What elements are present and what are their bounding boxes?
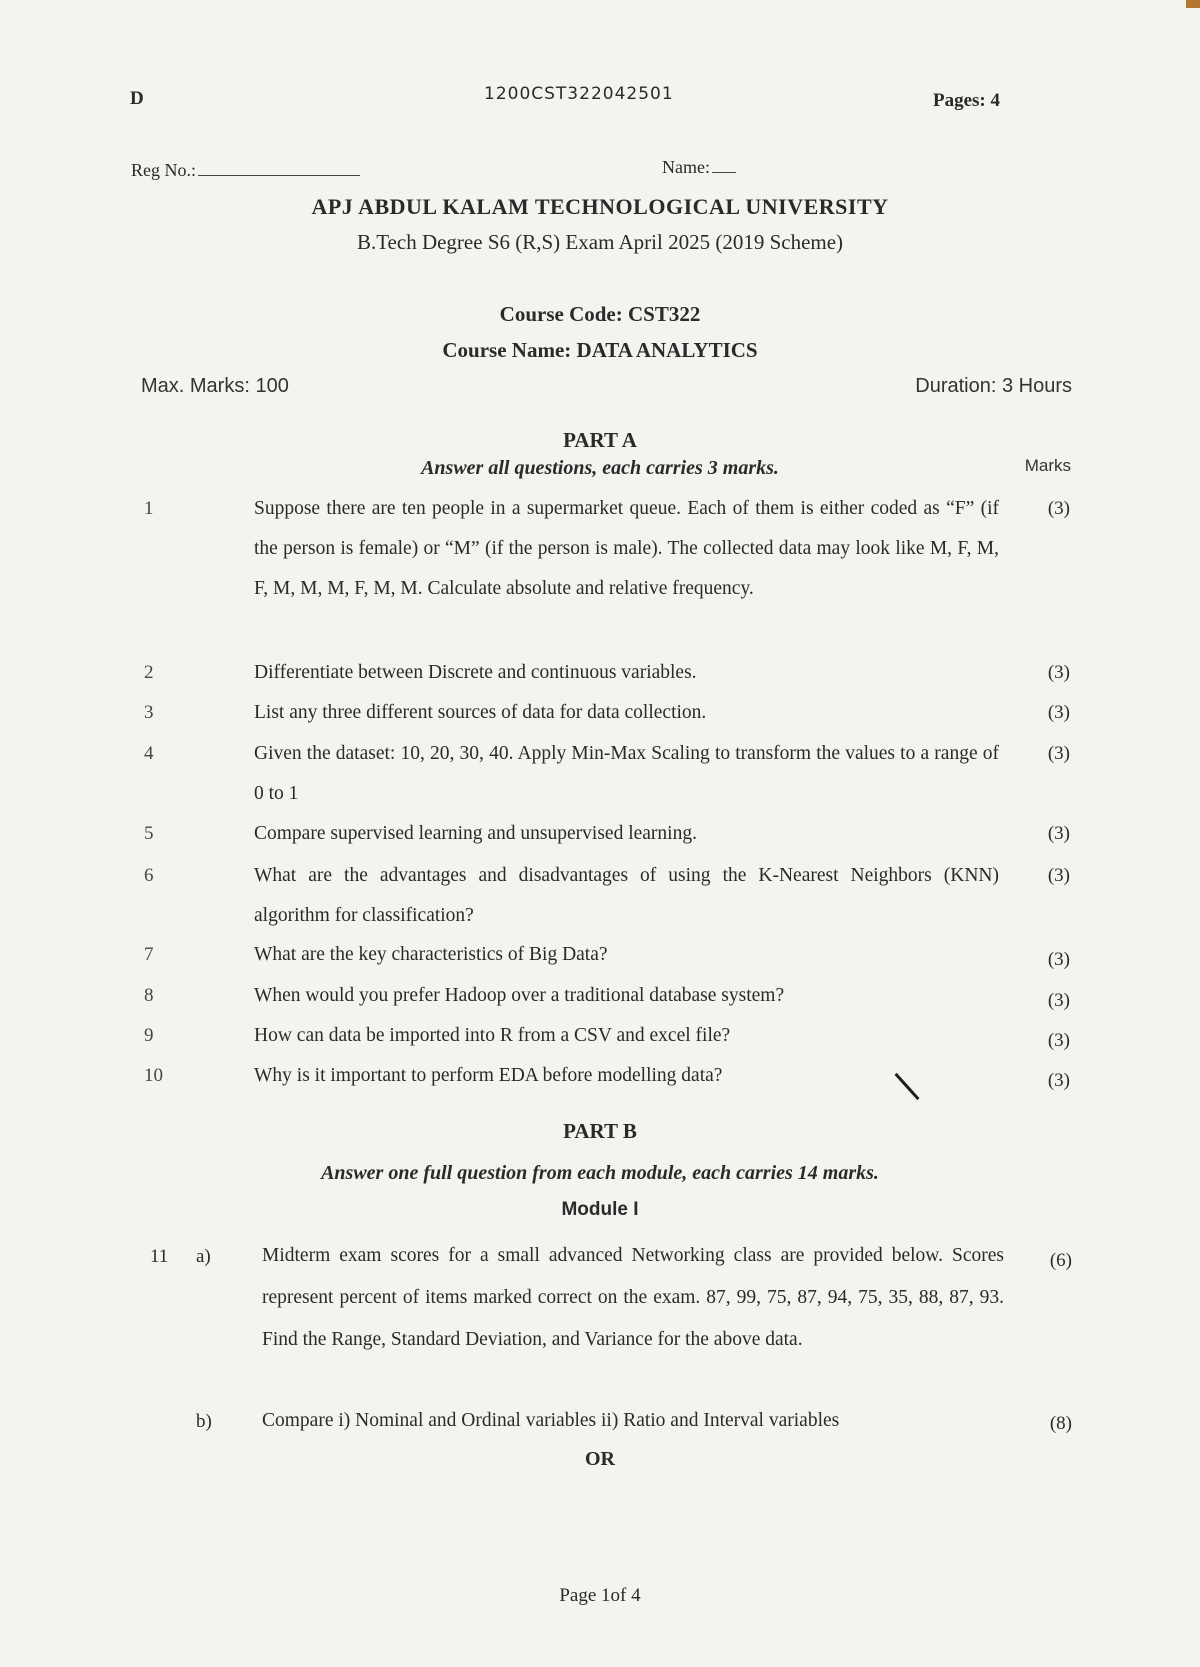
question-text: List any three different sources of data for data collection.	[254, 702, 707, 723]
question-number: 10	[144, 1065, 163, 1086]
question-text: Midterm exam scores for a small advanced Networking class are provided below. Scores represent percent of items marked correct on the exam. 87, 99, 75, 87, 94, 75, 35, 88, 87, 93. Find the Range, Standard Deviation, and Variance for the above data.	[262, 1245, 1004, 1350]
question-text: Given the dataset: 10, 20, 30, 40. Apply Min-Max Scaling to transform the values to a range of 0 to 1	[254, 743, 999, 804]
series-code: D	[130, 88, 144, 109]
max-marks: Max. Marks: 100	[141, 375, 289, 397]
or-separator: OR	[585, 1448, 615, 1470]
qp-code: 1200CST322042501	[484, 84, 674, 104]
part-b-instruction: Answer one full question from each module, each carries 14 marks.	[321, 1162, 879, 1184]
question-number: 1	[144, 498, 154, 519]
question-text: What are the advantages and disadvantages of using the K-Nearest Neighbors (KNN) algorithm for classification?	[254, 865, 999, 926]
part-a-instruction: Answer all questions, each carries 3 marks.	[421, 457, 779, 479]
question-number: 11	[150, 1246, 169, 1267]
question-marks: (3)	[1047, 498, 1070, 519]
page-corner-mark	[1186, 0, 1200, 8]
question-marks: (3)	[1047, 990, 1070, 1011]
question-marks: (3)	[1047, 1030, 1070, 1051]
course-name: Course Name: DATA ANALYTICS	[442, 338, 758, 362]
question-number: 3	[144, 702, 154, 723]
course-code: Course Code: CST322	[499, 302, 701, 326]
part-b-title: PART B	[563, 1119, 637, 1143]
question-marks: (3)	[1047, 949, 1070, 970]
university-title: APJ ABDUL KALAM TECHNOLOGICAL UNIVERSITY	[311, 194, 889, 219]
name-field	[662, 157, 736, 178]
question-marks: (3)	[1047, 865, 1070, 886]
sub-question-label: a)	[196, 1246, 211, 1267]
name-label: Name:	[662, 157, 710, 177]
module-title: Module I	[561, 1199, 639, 1220]
question-text: Compare supervised learning and unsupervised learning.	[254, 823, 697, 844]
question-text: When would you prefer Hadoop over a traditional database system?	[254, 985, 785, 1006]
question-text: Why is it important to perform EDA before modelling data?	[254, 1065, 723, 1086]
question-marks: (8)	[1049, 1413, 1072, 1434]
question-number: 7	[144, 944, 154, 965]
marks-column-header: Marks	[1024, 456, 1071, 475]
question-number: 9	[144, 1025, 154, 1046]
question-marks: (3)	[1047, 823, 1070, 844]
question-text: Compare i) Nominal and Ordinal variables ii) Ratio and Interval variables	[262, 1410, 840, 1431]
duration: Duration: 3 Hours	[915, 375, 1072, 397]
sub-question-label: b)	[196, 1411, 212, 1432]
reg-no-field	[131, 160, 360, 181]
question-number: 8	[144, 985, 154, 1006]
question-number: 4	[144, 743, 154, 764]
question-number: 5	[144, 823, 154, 844]
question-number: 2	[144, 662, 154, 683]
question-marks: (3)	[1047, 1070, 1070, 1091]
question-text: Differentiate between Discrete and continuous variables.	[254, 662, 697, 683]
name-blank	[712, 172, 736, 173]
question-marks: (3)	[1047, 702, 1070, 723]
question-text: What are the key characteristics of Big Data?	[254, 944, 608, 965]
question-number: 6	[144, 865, 154, 886]
reg-no-blank	[198, 175, 360, 176]
question-text: How can data be imported into R from a CSV and excel file?	[254, 1025, 731, 1046]
page-count: Pages: 4	[933, 90, 1001, 111]
exam-title: B.Tech Degree S6 (R,S) Exam April 2025 (2019 Scheme)	[356, 230, 844, 254]
page-footer: Page 1of 4	[559, 1585, 641, 1606]
question-text: Suppose there are ten people in a supermarket queue. Each of them is either coded as “F” (if the person is female) or “M” (if the person is male). The collected data may look like M, F, M, F, M, M, M, F, M, M. Calculate absolute and relative frequency.	[254, 498, 999, 599]
question-marks: (3)	[1047, 662, 1070, 683]
question-marks: (3)	[1047, 743, 1070, 764]
question-marks: (6)	[1049, 1250, 1072, 1271]
reg-no-label: Reg No.:	[131, 160, 196, 180]
part-a-title: PART A	[563, 428, 637, 452]
